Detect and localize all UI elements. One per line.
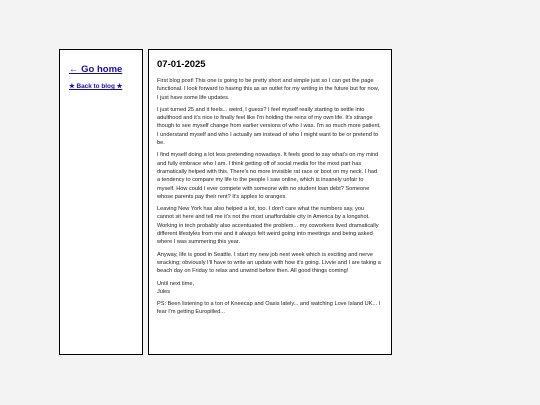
post-signoff: Until next time, Jules xyxy=(157,280,194,295)
post-paragraph-seattle: Anyway, life is good in Seattle. I start my new job next week which is exciting and nerve wracking; obviously I'll have to write an update with how it's going. Livvie and I are taking a beach day on Friday to relax and unwind before then. All good things coming! xyxy=(157,251,381,275)
back-to-blog-link[interactable]: ★ Back to blog ★ xyxy=(69,83,123,90)
go-home-link[interactable]: ← Go home xyxy=(69,64,123,75)
post-postscript: PS: Been listening to a ton of Kneecap and Oasis lately... and watching Love Island UK... I fear I'm getting Europilled... xyxy=(157,301,381,316)
post-paragraph-intro: First blog post! This one is going to be pretty short and simple just so I can get the page functional. I look forward to having this as an outlet for my writing in the future but for now, I just have some life updates. xyxy=(157,78,380,101)
sidebar xyxy=(59,49,143,355)
post-date: 07-01-2025 xyxy=(157,59,206,70)
post-paragraph-birthday: I just turned 25 and it feels... weird, I guess? I feel myself really starting to settle into adulthood and it's nice to finally feel like I'm holding the reins of my own life. It's strange though to see myself change from earlier versions of who I was. I'm so much more patient, I understand myself and who I actually am instead of who I might want to be or pretend to be. xyxy=(157,106,381,147)
blog-post xyxy=(157,59,381,321)
post-paragraph-new-york: Leaving New York has also helped a lot, too. I don't care what the numbers say, you cannot sit here and tell me it's not the most unaffordable city in America by a longshot. Working in tech probably also accentuated the problem... my coworkers lived dramatically different lifestyles from me and it always felt weird going into meetings and being asked where I was summering this year. xyxy=(157,206,379,246)
blog-post-panel xyxy=(148,49,392,355)
post-paragraph-pretending: I find myself doing a lot less pretending nowadays. It feels good to say what's on my mind and fully embrace who I am. I think getting off of social media for the most part has dramatically helped with this. There's no more invisible rat race or boot on my neck. I had a tendency to compare my life to the people I saw online, which is insanely unfair to myself. How could I ever compete with someone with no student loan debt? Someone whose parents pay their rent? It's apples to oranges. xyxy=(157,152,379,200)
